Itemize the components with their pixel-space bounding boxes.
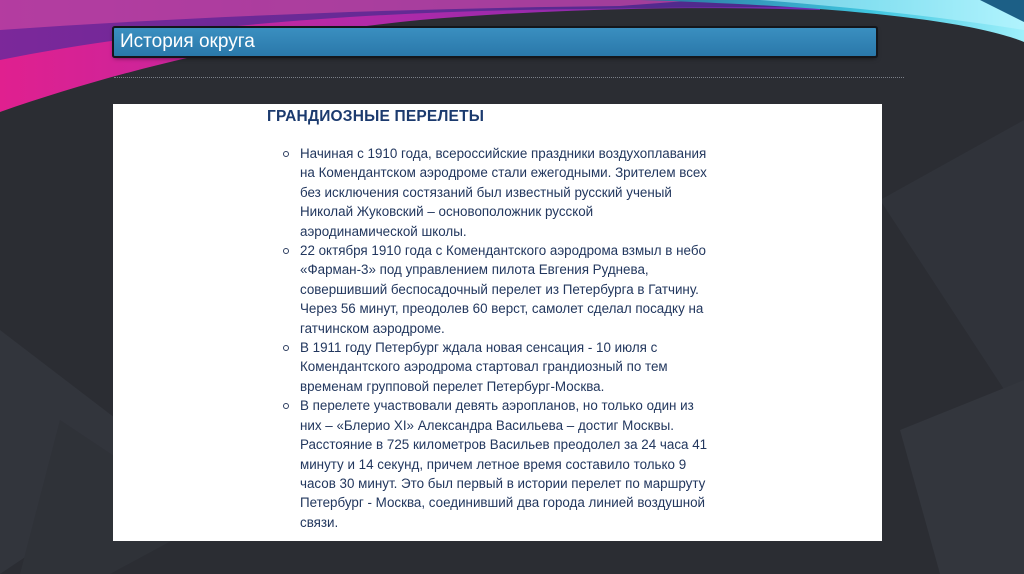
bullet-line: гатчинском аэродроме. bbox=[300, 320, 445, 336]
section-heading: ГРАНДИОЗНЫЕ ПЕРЕЛЕТЫ bbox=[267, 108, 485, 125]
bullet-item bbox=[283, 241, 723, 338]
bullet-line: без исключения состязаний был известный русский ученый bbox=[300, 184, 672, 200]
title-divider bbox=[114, 77, 904, 78]
bullet-line: них – «Блерио XI» Александра Васильева – достиг Москвы. bbox=[300, 417, 674, 433]
bullet-line: аэродинамической школы. bbox=[300, 223, 467, 239]
bullet-line: «Фарман-3» под управлением пилота Евгения Руднева, bbox=[300, 262, 649, 278]
bullet-line: временам групповой перелет Петербург-Москва. bbox=[300, 378, 605, 394]
bullet-line: связи. bbox=[300, 514, 339, 530]
bullet-line: совершивший беспосадочный перелет из Петербурга в Гатчину. bbox=[300, 281, 699, 297]
bullet-text bbox=[300, 241, 723, 338]
bullet-line: Начиная с 1910 года, всероссийские праздники воздухоплавания bbox=[300, 146, 707, 161]
bullet-text bbox=[300, 144, 723, 241]
bullet-circle-icon bbox=[283, 345, 289, 351]
slide-title: История округа bbox=[120, 31, 255, 52]
bullet-text bbox=[300, 396, 723, 532]
bullet-line: Комендантского аэродрома стартовал грандиозный по тем bbox=[300, 359, 668, 375]
content-image-panel bbox=[113, 104, 882, 541]
bullet-item bbox=[283, 144, 723, 241]
bullet-line: часов 30 минут. Это был первый в истории перелет по маршруту bbox=[300, 475, 706, 491]
bullet-circle-icon bbox=[283, 151, 289, 157]
bullet-line: Петербург - Москва, соединивший два города линией воздушной bbox=[300, 495, 706, 511]
bullet-line: Николай Жуковский – основоположник русской bbox=[300, 204, 594, 220]
bullet-circle-icon bbox=[283, 248, 289, 254]
slide-title-bar bbox=[114, 28, 876, 56]
bullet-item bbox=[283, 396, 723, 532]
bullet-item bbox=[283, 338, 723, 396]
bullet-line: Расстояние в 725 километров Васильев преодолел за 24 часа 41 bbox=[300, 437, 708, 453]
bullet-line: В 1911 году Петербург ждала новая сенсация - 10 июля с bbox=[300, 340, 658, 356]
bullet-text bbox=[300, 338, 723, 396]
bullet-circle-icon bbox=[283, 403, 289, 409]
bullet-line: В перелете участвовали девять аэропланов, но только один из bbox=[300, 398, 694, 414]
bullet-list bbox=[283, 144, 723, 532]
bullet-line: на Комендантском аэродроме стали ежегодными. Зрителем всех bbox=[300, 165, 707, 181]
bullet-line: минуту и 14 секунд, причем летное время составило только 9 bbox=[300, 456, 687, 472]
bullet-line: Через 56 минут, преодолев 60 верст, самолет сделал посадку на bbox=[300, 301, 704, 317]
bullet-line: 22 октября 1910 года с Комендантского аэродрома взмыл в небо bbox=[300, 243, 706, 259]
